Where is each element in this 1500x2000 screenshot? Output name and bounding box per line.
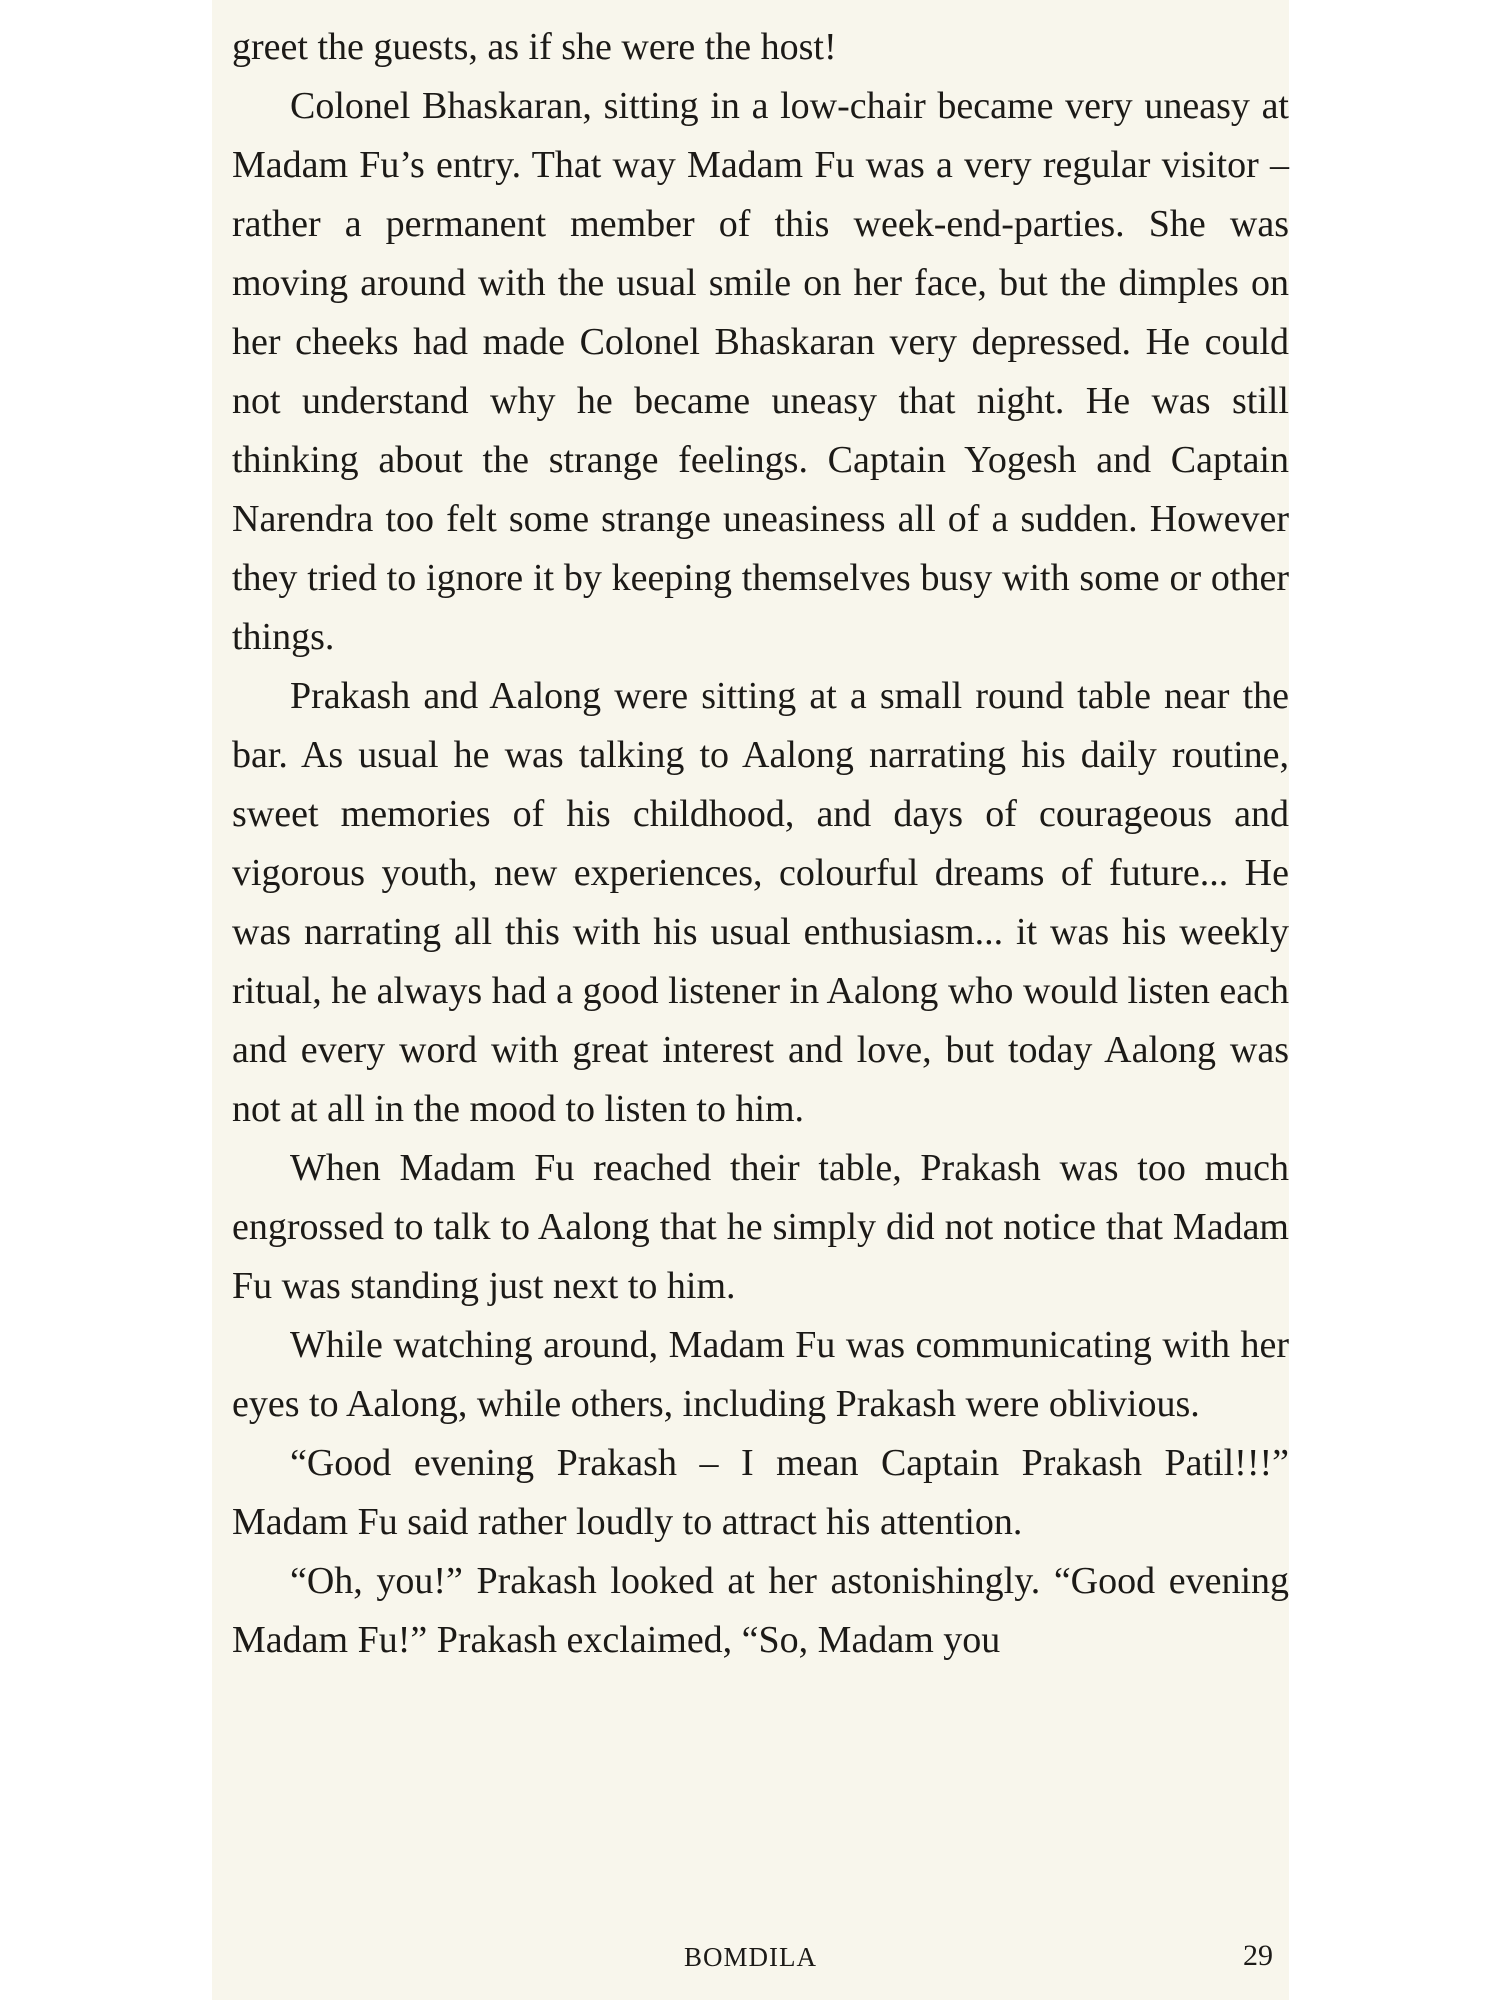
paragraph-colonel-bhaskaran: Colonel Bhaskaran, sitting in a low-chair became very uneasy at Madam Fu’s entry. That way Madam Fu was a very regular visitor – rather a permanent member of this week-end-parties. She was moving around with the usual smile on her face, but the dimples on her cheeks had made Colonel Bhaskaran very depressed. He could not understand why he became uneasy that night. He was still thinking about the strange feelings. Captain Yogesh and Captain Narendra too felt some strange uneasiness all of a sudden. However they tried to ignore it by keeping themselves busy with some or other things. [232,85,1289,658]
paragraph-watching-around: While watching around, Madam Fu was communicating with her eyes to Aalong, while others, including Prakash were oblivious. [232,1324,1289,1425]
running-footer-title: BOMDILA [684,1942,817,1972]
body-text [232,18,1289,1670]
paragraph-oh-you: “Oh, you!” Prakash looked at her astonishingly. “Good evening Madam Fu!” Prakash exclaimed, “So, Madam you [232,1560,1289,1661]
page-number: 29 [1243,1939,1273,1972]
paragraph-madam-fu-table: When Madam Fu reached their table, Prakash was too much engrossed to talk to Aalong that he simply did not notice that Madam Fu was standing just next to him. [232,1147,1289,1307]
book-page [212,0,1289,2000]
paragraph-good-evening: “Good evening Prakash – I mean Captain Prakash Patil!!!” Madam Fu said rather loudly to attract his attention. [232,1442,1289,1543]
paragraph-prakash-aalong: Prakash and Aalong were sitting at a small round table near the bar. As usual he was talking to Aalong narrating his daily routine, sweet memories of his childhood, and days of courageous and vigorous youth, new experiences, colourful dreams of future... He was narrating all this with his usual enthusiasm... it was his weekly ritual, he always had a good listener in Aalong who would listen each and every word with great interest and love, but today Aalong was not at all in the mood to listen to him. [232,675,1289,1130]
paragraph-continuation: greet the guests, as if she were the host! [232,26,837,68]
